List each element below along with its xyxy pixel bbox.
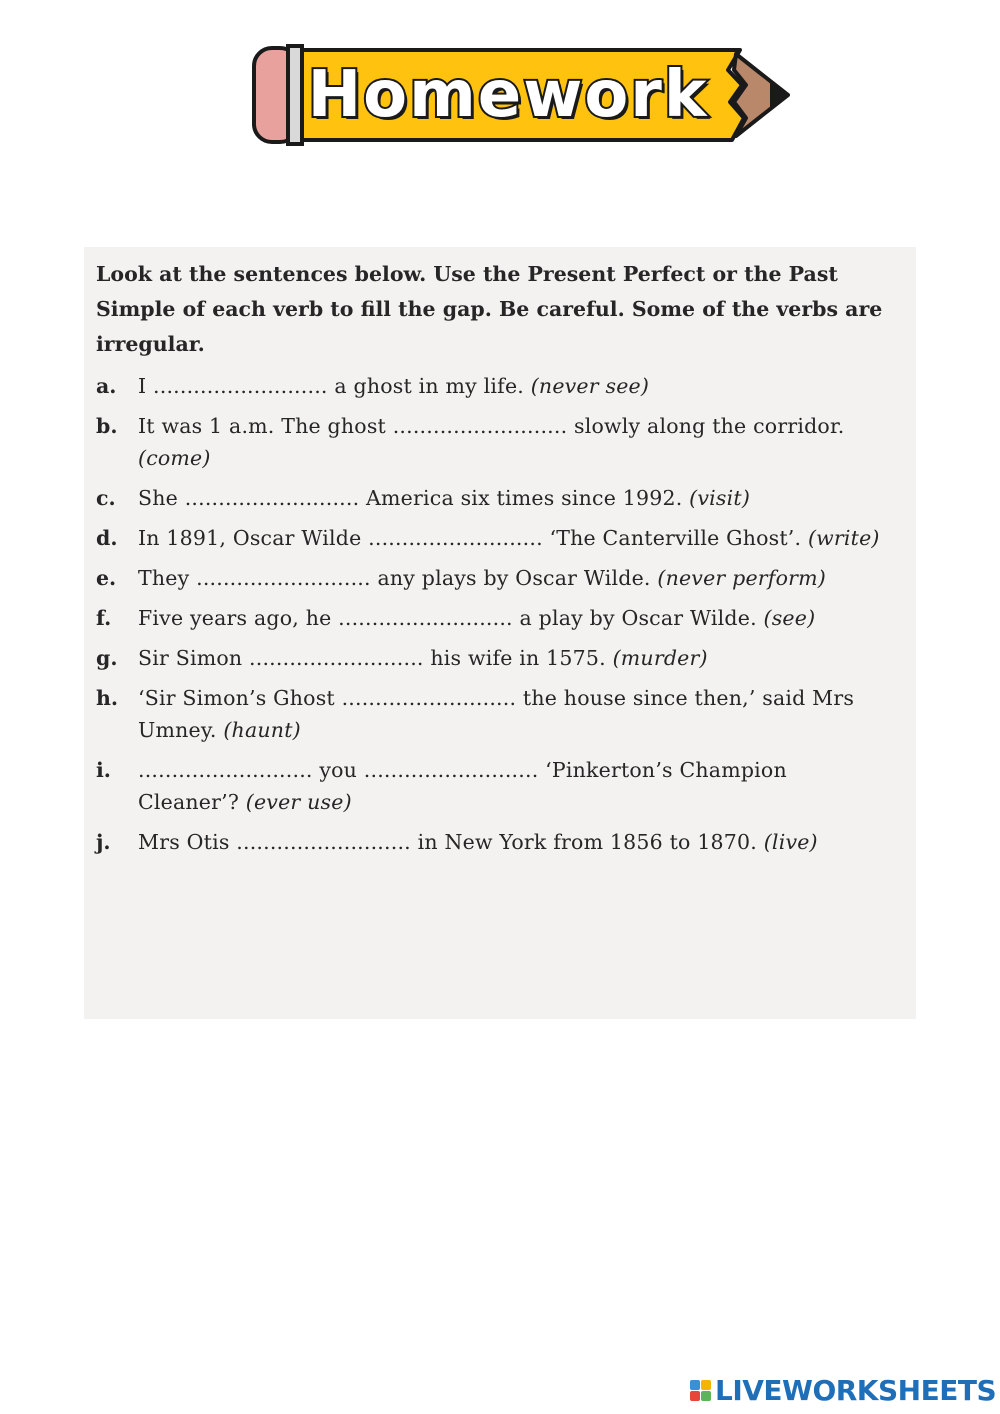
logo-square [701,1380,711,1390]
item-text: They .......................... any plays by Oscar Wilde. [138,566,651,590]
list-item [96,642,886,674]
item-letter: e. [96,566,117,590]
list-item [96,754,886,818]
logo-square [690,1391,700,1401]
item-sentence [138,410,886,474]
item-text: Five years ago, he .......................... a play by Oscar Wilde. [138,606,757,630]
item-hint: (live) [763,830,818,854]
item-text: .......................... you .......................... ‘Pinkerton’s Champion Cleaner’? [138,758,787,814]
item-hint: (come) [138,446,211,470]
list-item [96,602,886,634]
item-hint: (see) [763,606,816,630]
exercise-list [96,370,886,858]
item-hint: (ever use) [245,790,352,814]
item-letter: c. [96,486,116,510]
item-text: I .......................... a ghost in my life. [138,374,524,398]
logo-square [690,1380,700,1390]
item-hint: (never perform) [657,566,826,590]
item-letter: j. [96,830,111,854]
list-item [96,682,886,746]
item-text: Sir Simon .......................... his wife in 1575. [138,646,606,670]
item-sentence [138,562,886,594]
banner-title: Homework [307,58,709,132]
item-hint: (haunt) [223,718,301,742]
item-sentence [138,642,886,674]
liveworksheets-logo[interactable] [690,1373,996,1407]
item-hint: (write) [807,526,880,550]
item-letter: f. [96,606,112,630]
item-sentence [138,370,886,402]
item-hint: (visit) [689,486,751,510]
list-item [96,410,886,474]
item-hint: (murder) [612,646,708,670]
exercise-instructions: Look at the sentences below. Use the Present Perfect or the Past Simple of each verb to fill the gap. Be careful. Some of the verbs are irregular. [96,262,883,356]
item-sentence [138,602,886,634]
item-sentence [138,754,886,818]
item-sentence [138,682,886,746]
logo-mark-icon [690,1380,711,1401]
item-text: Mrs Otis .......................... in New York from 1856 to 1870. [138,830,758,854]
item-letter: h. [96,686,119,710]
list-item [96,826,886,858]
item-letter: g. [96,646,118,670]
logo-square [701,1391,711,1401]
item-text: She .......................... America six times since 1992. [138,486,683,510]
item-sentence [138,826,886,858]
list-item [96,522,886,554]
item-letter: a. [96,374,117,398]
item-letter: b. [96,414,118,438]
homework-banner [250,40,790,150]
item-text: It was 1 a.m. The ghost .......................... slowly along the corridor. [138,414,845,438]
logo-text: LIVEWORKSHEETS [715,1373,997,1407]
item-text: In 1891, Oscar Wilde .......................... ‘The Canterville Ghost’. [138,526,802,550]
list-item [96,562,886,594]
list-item [96,370,886,402]
item-sentence [138,482,886,514]
item-hint: (never see) [530,374,650,398]
list-item [96,482,886,514]
item-letter: d. [96,526,118,550]
item-text: ‘Sir Simon’s Ghost .......................... the house since then,’ said Mrs Umney. [138,686,855,742]
item-letter: i. [96,758,111,782]
exercise-sheet [84,247,916,1019]
item-sentence [138,522,886,554]
